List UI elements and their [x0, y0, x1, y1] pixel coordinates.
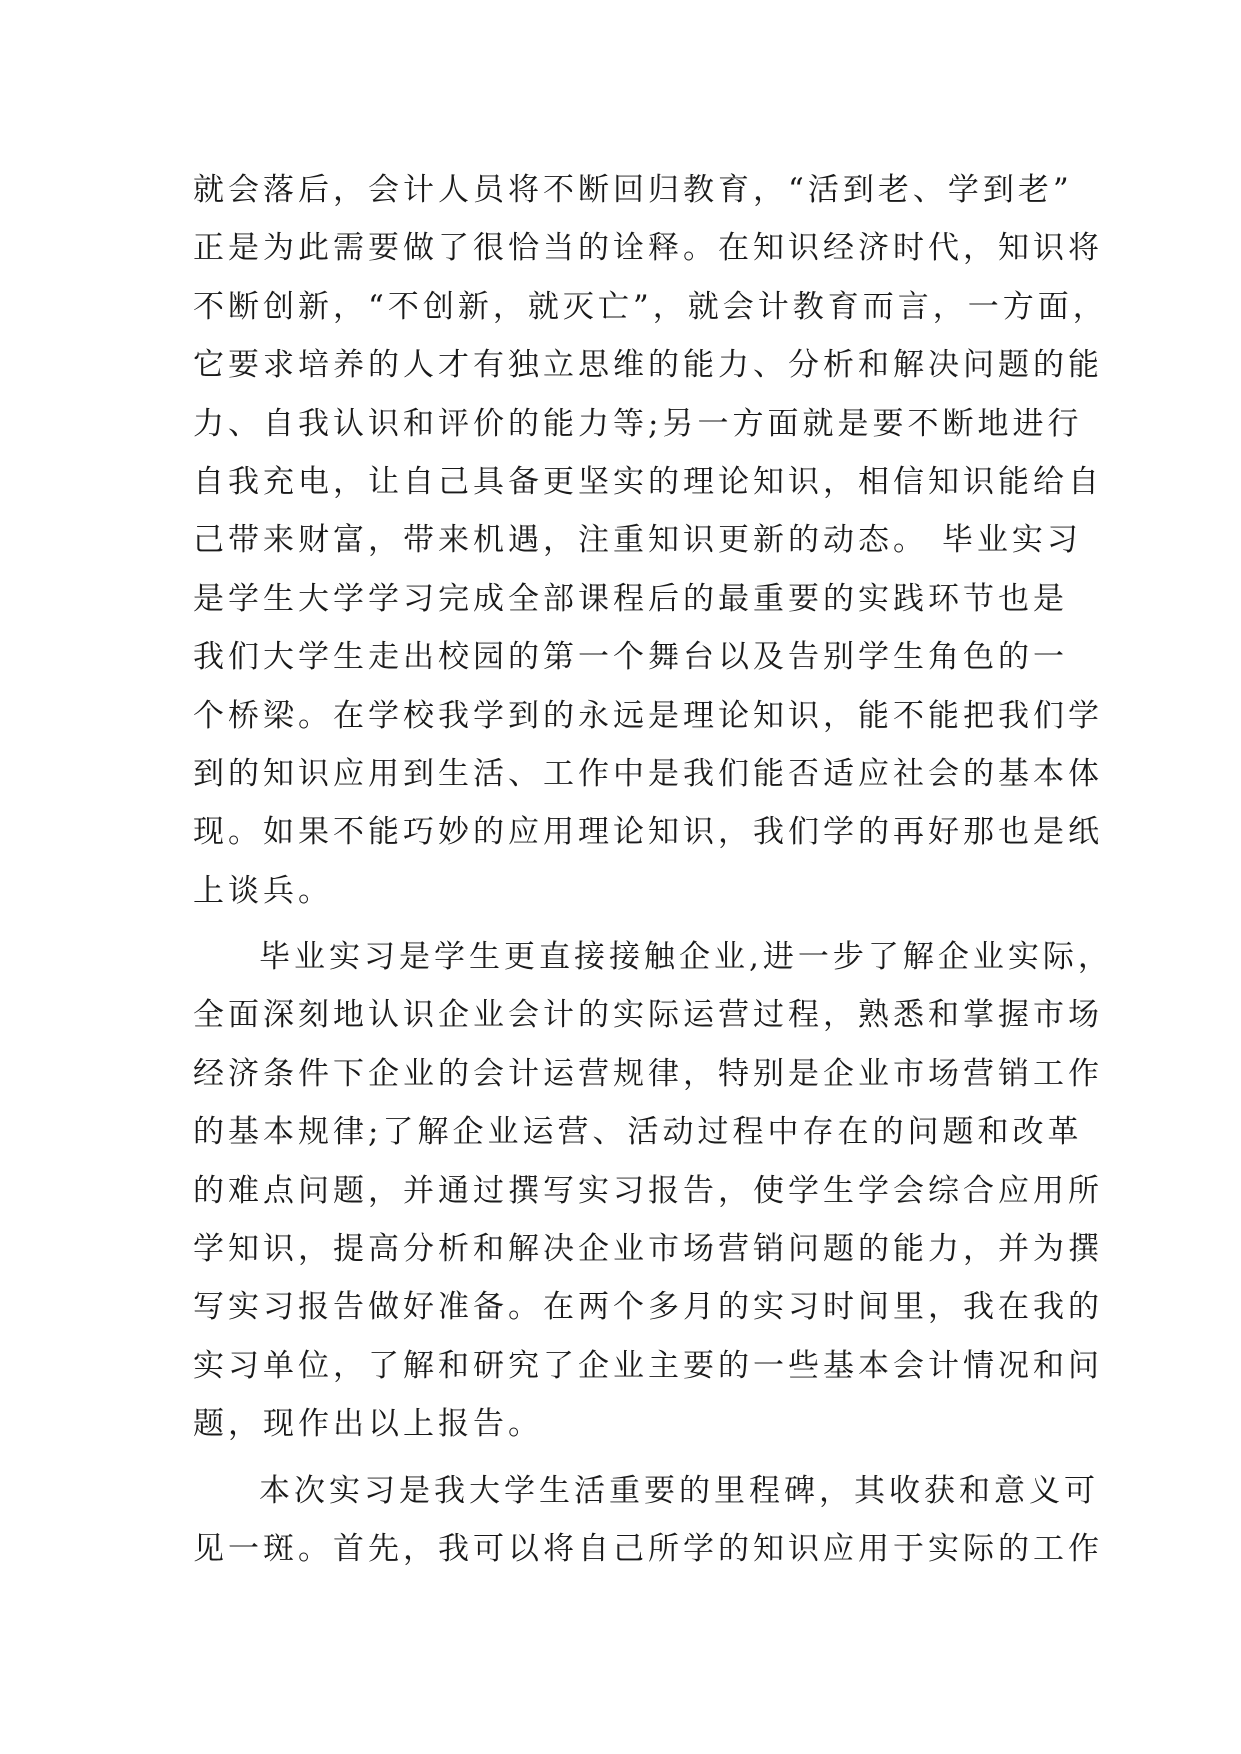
- paragraph-2: [193, 928, 1113, 1454]
- text-line: 的难点问题，并通过撰写实习报告，使学生学会综合应用所: [193, 1172, 1103, 1209]
- text-line: 到的知识应用到生活、工作中是我们能否适应社会的基本体: [193, 755, 1103, 792]
- text-line: 自我充电，让自己具备更坚实的理论知识，相信知识能给自: [193, 463, 1103, 500]
- text-line: 己带来财富，带来机遇，注重知识更新的动态。 毕业实习: [193, 522, 1082, 559]
- text-line: 是学生大学学习完成全部课程后的最重要的实践环节也是: [193, 580, 1068, 617]
- text-line: 实习单位，了解和研究了企业主要的一些基本会计情况和问: [193, 1347, 1103, 1384]
- text-line: 正是为此需要做了很恰当的诠释。在知识经济时代，知识将: [193, 230, 1103, 267]
- text-line: 经济条件下企业的会计运营规律，特别是企业市场营销工作: [193, 1055, 1103, 1092]
- text-line: 不断创新，“不创新，就灭亡”，就会计教育而言，一方面，: [193, 288, 1108, 325]
- paragraph-spacer: [193, 920, 1073, 928]
- text-line: 全面深刻地认识企业会计的实际运营过程，熟悉和掌握市场: [193, 997, 1103, 1034]
- text-line: 力、自我认识和评价的能力等;另一方面就是要不断地进行: [193, 405, 1083, 442]
- text-line: 上谈兵。: [193, 872, 333, 909]
- paragraph-1: [193, 161, 1108, 920]
- text-line: 毕业实习是学生更直接接触企业,进一步了解企业实际，: [259, 939, 1113, 976]
- paragraph-spacer: [193, 1454, 1073, 1462]
- text-line: 学知识，提高分析和解决企业市场营销问题的能力，并为撰: [193, 1231, 1103, 1268]
- text-line: 本次实习是我大学生活重要的里程碑，其收获和意义可: [259, 1472, 1099, 1509]
- body-text: [193, 161, 1113, 1578]
- text-line: 它要求培养的人才有独立思维的能力、分析和解决问题的能: [193, 347, 1103, 384]
- text-line: 见一斑。首先，我可以将自己所学的知识应用于实际的工作: [193, 1530, 1103, 1567]
- text-line: 的基本规律;了解企业运营、活动过程中存在的问题和改革: [193, 1114, 1083, 1151]
- text-line: 现。如果不能巧妙的应用理论知识，我们学的再好那也是纸: [193, 814, 1103, 851]
- text-line: 写实习报告做好准备。在两个多月的实习时间里，我在我的: [193, 1289, 1103, 1326]
- text-line: 我们大学生走出校园的第一个舞台以及告别学生角色的一: [193, 639, 1068, 676]
- text-line: 个桥梁。在学校我学到的永远是理论知识，能不能把我们学: [193, 697, 1103, 734]
- text-line: 题，现作出以上报告。: [193, 1406, 543, 1443]
- text-line: 就会落后，会计人员将不断回归教育，“活到老、学到老”: [193, 172, 1073, 208]
- paragraph-3: [193, 1462, 1103, 1579]
